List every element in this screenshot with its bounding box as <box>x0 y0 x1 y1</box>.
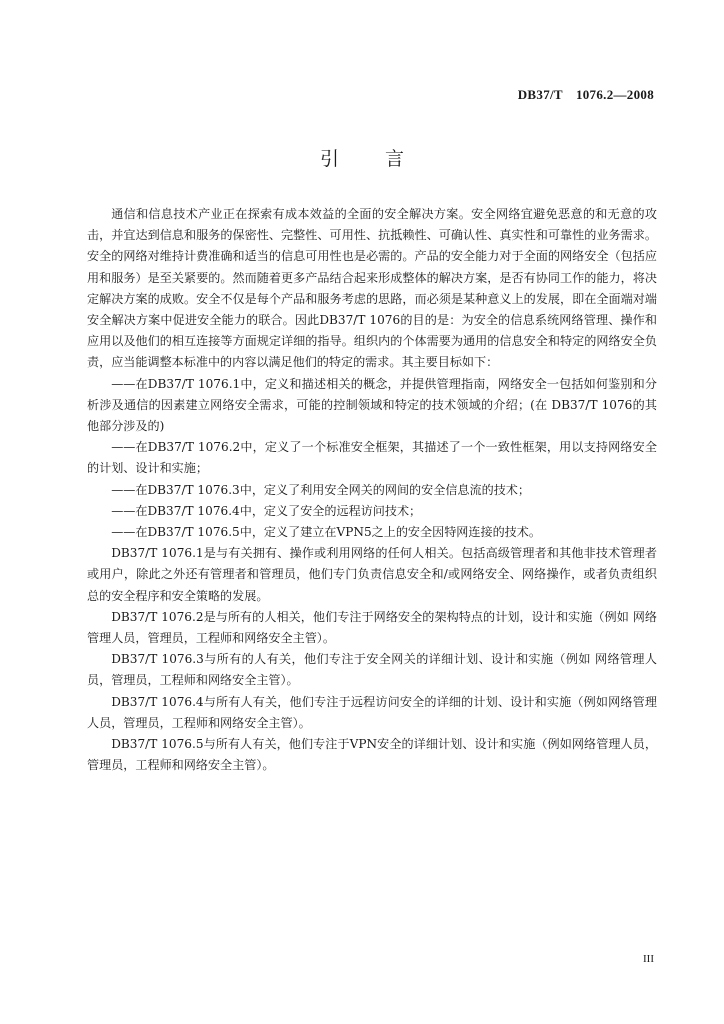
paragraph-part2-goal: ——在DB37/T 1076.2中，定义了一个标准安全框架，其描述了一个一致性框架，用以支持网络安全的计划、设计和实施； <box>87 440 657 476</box>
paragraph-part1-audience: DB37/T 1076.1是与有关拥有、操作或利用网络的任何人相关。包括高级管理者和其他非技术管理者或用户，除此之外还有管理者和管理员，他们专门负责信息安全和/或网络安全、网络操作，或者负责组织总的安全程序和安全策略的发展。 <box>87 546 657 603</box>
paragraph-part4-audience: DB37/T 1076.4与所有人有关，他们专注于远程访问安全的详细的计划、设计和实施（例如网络管理人员，管理员，工程师和网络安全主管）。 <box>87 694 657 730</box>
paragraph-part1-goal: ——在DB37/T 1076.1中，定义和描述相关的概念，并提供管理指南，网络安全一包括如何鉴别和分析涉及通信的因素建立网络安全需求，可能的控制领域和特定的技术领域的介绍；(在 DB37/T 1076的其他部分涉及的) <box>87 376 657 434</box>
page-title: 引言 <box>319 148 450 170</box>
body-text <box>87 204 657 776</box>
page-number: III <box>643 953 654 965</box>
paragraph-part2-audience: DB37/T 1076.2是与所有的人相关，他们专注于网络安全的架构特点的计划，设计和实施（例如 网络管理人员，管理员，工程师和网络安全主管）。 <box>87 609 657 646</box>
paragraph-part3-audience: DB37/T 1076.3与所有的人有关，他们专注于安全网关的详细计划、设计和实施（例如 网络管理人员，管理员，工程师和网络安全主管）。 <box>87 652 657 688</box>
paragraph-part3-goal: ——在DB37/T 1076.3中，定义了利用安全网关的网间的安全信息流的技术； <box>111 482 530 497</box>
paragraph-intro: 通信和信息技术产业正在探索有成本效益的全面的安全解决方案。安全网络宜避免恶意的和无意的攻击，并宜达到信息和服务的保密性、完整性、可用性、抗抵赖性、可确认性、真实性和可靠性的业务需求。安全的网络对维持计费准确和适当的信息可用性也是必需的。产品的安全能力对于全面的网络安全（包括应用和服务）是至关紧要的。然而随着更多产品结合起来形成整体的解决方案，是否有协同工作的能力，将决定解决方案的成败。安全不仅是每个产品和服务考虑的思路，而必须是某种意义上的发展，即在全面端对端安全解决方案中促进安全能力的联合。因此DB37/T 1076的目的是：为安全的信息系统网络管理、操作和应用以及他们的相互连接等方面规定详细的指导。组织内的个体需要为通用的信息安全和特定的网络安全负责，应当能调整本标准中的内容以满足他们的特定的需求。其主要目标如下： <box>87 207 657 370</box>
paragraph-part4-goal: ——在DB37/T 1076.4中，定义了安全的远程访问技术； <box>111 503 422 518</box>
paragraph-part5-goal: ——在DB37/T 1076.5中，定义了建立在VPN5之上的安全因特网连接的技术。 <box>111 525 541 540</box>
paragraph-part5-audience: DB37/T 1076.5与所有人有关，他们专注于VPN安全的详细计划、设计和实施（例如网络管理人员，管理员，工程师和网络安全主管）。 <box>87 737 657 773</box>
document-code-header: DB37/T 1076.2—2008 <box>517 87 654 102</box>
